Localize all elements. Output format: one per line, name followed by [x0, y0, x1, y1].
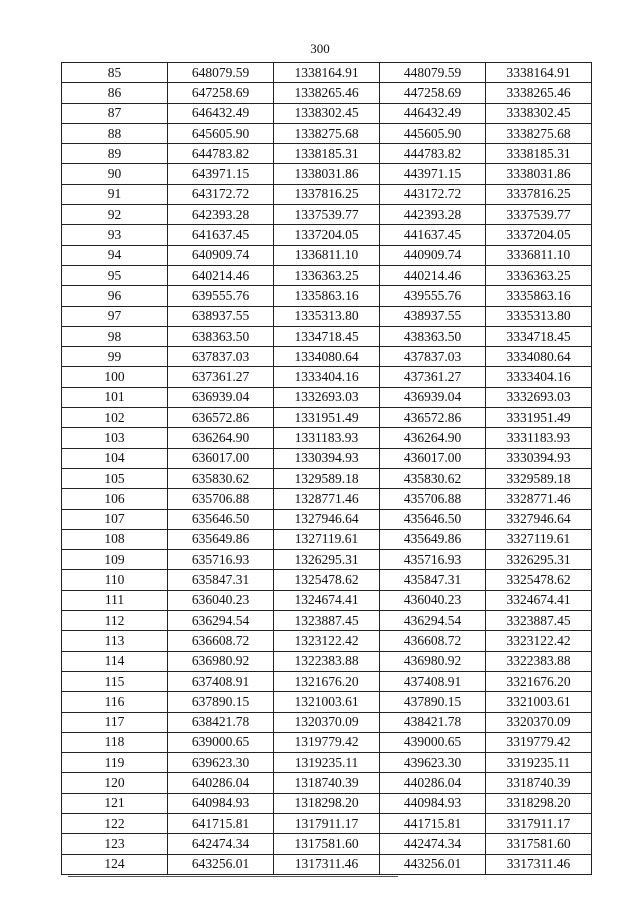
coordinate-cell: 3326295.31: [486, 550, 592, 570]
point-number-cell: 104: [62, 448, 168, 468]
coordinate-cell: 3319235.11: [486, 753, 592, 773]
coordinate-cell: 3336363.25: [486, 265, 592, 285]
point-number-cell: 112: [62, 611, 168, 631]
table-row: [62, 225, 592, 245]
point-number-cell: 98: [62, 326, 168, 346]
coordinate-cell: 442393.28: [380, 205, 486, 225]
point-number-cell: 92: [62, 205, 168, 225]
coordinate-cell: 645605.90: [168, 123, 274, 143]
coordinate-cell: 443256.01: [380, 854, 486, 874]
coordinate-cell: 1327119.61: [274, 529, 380, 549]
coordinate-cell: 640214.46: [168, 265, 274, 285]
coordinate-cell: 1322383.88: [274, 651, 380, 671]
table-row: [62, 265, 592, 285]
table-row: [62, 692, 592, 712]
coordinate-cell: 3323122.42: [486, 631, 592, 651]
coordinate-cell: 438937.55: [380, 306, 486, 326]
table-row: [62, 651, 592, 671]
coordinate-cell: 1336811.10: [274, 245, 380, 265]
point-number-cell: 114: [62, 651, 168, 671]
table-row: [62, 773, 592, 793]
coordinate-cell: 436980.92: [380, 651, 486, 671]
coordinate-cell: 1325478.62: [274, 570, 380, 590]
table-row: [62, 205, 592, 225]
coordinate-cell: 1332693.03: [274, 387, 380, 407]
coordinate-cell: 441715.81: [380, 813, 486, 833]
table-row: [62, 550, 592, 570]
table-row: [62, 753, 592, 773]
coordinate-cell: 3319779.42: [486, 732, 592, 752]
coordinate-cell: 637408.91: [168, 671, 274, 691]
coordinate-cell: 435847.31: [380, 570, 486, 590]
point-number-cell: 90: [62, 164, 168, 184]
coordinate-cell: 443971.15: [380, 164, 486, 184]
table-row: [62, 347, 592, 367]
coordinate-cell: 439555.76: [380, 286, 486, 306]
coordinate-cell: 1335313.80: [274, 306, 380, 326]
coordinate-cell: 638363.50: [168, 326, 274, 346]
coordinate-cell: 3327119.61: [486, 529, 592, 549]
table-row: [62, 245, 592, 265]
coordinate-cell: 641715.81: [168, 813, 274, 833]
table-row: [62, 144, 592, 164]
table-row: [62, 387, 592, 407]
coordinate-cell: 446432.49: [380, 103, 486, 123]
point-number-cell: 113: [62, 631, 168, 651]
coordinate-cell: 3321676.20: [486, 671, 592, 691]
coordinate-cell: 3317581.60: [486, 834, 592, 854]
coordinate-cell: 438363.50: [380, 326, 486, 346]
coordinate-cell: 442474.34: [380, 834, 486, 854]
coordinate-cell: 3338164.91: [486, 63, 592, 83]
coordinate-cell: 436040.23: [380, 590, 486, 610]
coordinate-cell: 437890.15: [380, 692, 486, 712]
coordinate-cell: 3338265.46: [486, 83, 592, 103]
point-number-cell: 87: [62, 103, 168, 123]
point-number-cell: 115: [62, 671, 168, 691]
point-number-cell: 96: [62, 286, 168, 306]
coordinate-cell: 635646.50: [168, 509, 274, 529]
coordinate-cell: 1334080.64: [274, 347, 380, 367]
coordinate-cell: 444783.82: [380, 144, 486, 164]
table-row: [62, 813, 592, 833]
point-number-cell: 119: [62, 753, 168, 773]
coordinate-cell: 3327946.64: [486, 509, 592, 529]
coordinate-cell: 1327946.64: [274, 509, 380, 529]
point-number-cell: 105: [62, 468, 168, 488]
coordinate-table-body: [62, 63, 592, 875]
coordinate-cell: 445605.90: [380, 123, 486, 143]
coordinate-cell: 1331951.49: [274, 408, 380, 428]
coordinate-cell: 637361.27: [168, 367, 274, 387]
coordinate-cell: 3333404.16: [486, 367, 592, 387]
coordinate-cell: 436264.90: [380, 428, 486, 448]
coordinate-cell: 3317911.17: [486, 813, 592, 833]
coordinate-cell: 1338265.46: [274, 83, 380, 103]
coordinate-cell: 635706.88: [168, 489, 274, 509]
coordinate-cell: 636264.90: [168, 428, 274, 448]
coordinate-cell: 1319235.11: [274, 753, 380, 773]
table-row: [62, 408, 592, 428]
coordinate-cell: 1329589.18: [274, 468, 380, 488]
coordinate-cell: 639623.30: [168, 753, 274, 773]
table-row: [62, 489, 592, 509]
point-number-cell: 111: [62, 590, 168, 610]
coordinate-cell: 3331951.49: [486, 408, 592, 428]
point-number-cell: 101: [62, 387, 168, 407]
table-row: [62, 671, 592, 691]
coordinate-cell: 639000.65: [168, 732, 274, 752]
coordinate-cell: 646432.49: [168, 103, 274, 123]
coordinate-cell: 635830.62: [168, 468, 274, 488]
coordinate-cell: 641637.45: [168, 225, 274, 245]
table-row: [62, 611, 592, 631]
coordinate-cell: 1318298.20: [274, 793, 380, 813]
coordinate-cell: 436294.54: [380, 611, 486, 631]
coordinate-cell: 1338031.86: [274, 164, 380, 184]
coordinate-cell: 3335313.80: [486, 306, 592, 326]
footer-rule: [68, 876, 398, 877]
point-number-cell: 99: [62, 347, 168, 367]
coordinate-cell: 436017.00: [380, 448, 486, 468]
table-row: [62, 286, 592, 306]
point-number-cell: 122: [62, 813, 168, 833]
point-number-cell: 121: [62, 793, 168, 813]
coordinate-cell: 1320370.09: [274, 712, 380, 732]
coordinate-cell: 1321003.61: [274, 692, 380, 712]
coordinate-cell: 439000.65: [380, 732, 486, 752]
coordinate-cell: 3322383.88: [486, 651, 592, 671]
table-row: [62, 834, 592, 854]
coordinate-cell: 1317911.17: [274, 813, 380, 833]
coordinate-cell: 3338185.31: [486, 144, 592, 164]
coordinate-cell: 1338302.45: [274, 103, 380, 123]
coordinate-cell: 3336811.10: [486, 245, 592, 265]
coordinate-cell: 1337816.25: [274, 184, 380, 204]
coordinate-cell: 440984.93: [380, 793, 486, 813]
coordinate-cell: 3331183.93: [486, 428, 592, 448]
coordinate-cell: 3338302.45: [486, 103, 592, 123]
coordinate-cell: 637890.15: [168, 692, 274, 712]
coordinate-cell: 3328771.46: [486, 489, 592, 509]
point-number-cell: 110: [62, 570, 168, 590]
coordinate-cell: 3318740.39: [486, 773, 592, 793]
table-row: [62, 63, 592, 83]
coordinate-cell: 437408.91: [380, 671, 486, 691]
coordinate-cell: 437361.27: [380, 367, 486, 387]
coordinate-cell: 636572.86: [168, 408, 274, 428]
coordinate-cell: 635649.86: [168, 529, 274, 549]
coordinate-cell: 440214.46: [380, 265, 486, 285]
coordinate-cell: 1335863.16: [274, 286, 380, 306]
coordinate-cell: 3337204.05: [486, 225, 592, 245]
coordinate-cell: 3338275.68: [486, 123, 592, 143]
coordinate-cell: 638421.78: [168, 712, 274, 732]
coordinate-cell: 3323887.45: [486, 611, 592, 631]
coordinate-cell: 638937.55: [168, 306, 274, 326]
table-row: [62, 732, 592, 752]
coordinate-cell: 1337539.77: [274, 205, 380, 225]
point-number-cell: 85: [62, 63, 168, 83]
table-row: [62, 631, 592, 651]
coordinate-cell: 1317581.60: [274, 834, 380, 854]
coordinate-cell: 636040.23: [168, 590, 274, 610]
coordinate-cell: 3337539.77: [486, 205, 592, 225]
coordinate-cell: 643172.72: [168, 184, 274, 204]
coordinate-cell: 639555.76: [168, 286, 274, 306]
coordinate-cell: 439623.30: [380, 753, 486, 773]
point-number-cell: 89: [62, 144, 168, 164]
table-row: [62, 184, 592, 204]
coordinate-cell: 1319779.42: [274, 732, 380, 752]
coordinate-cell: 647258.69: [168, 83, 274, 103]
coordinate-cell: 640984.93: [168, 793, 274, 813]
table-row: [62, 509, 592, 529]
coordinate-cell: 636939.04: [168, 387, 274, 407]
coordinate-cell: 3320370.09: [486, 712, 592, 732]
coordinate-cell: 1333404.16: [274, 367, 380, 387]
coordinate-cell: 637837.03: [168, 347, 274, 367]
table-row: [62, 448, 592, 468]
coordinate-cell: 636608.72: [168, 631, 274, 651]
coordinate-cell: 3337816.25: [486, 184, 592, 204]
coordinate-cell: 1334718.45: [274, 326, 380, 346]
coordinate-cell: 435649.86: [380, 529, 486, 549]
table-row: [62, 590, 592, 610]
coordinate-cell: 3325478.62: [486, 570, 592, 590]
coordinate-cell: 3334080.64: [486, 347, 592, 367]
coordinate-cell: 1338185.31: [274, 144, 380, 164]
coordinate-cell: 644783.82: [168, 144, 274, 164]
table-row: [62, 123, 592, 143]
coordinate-cell: 448079.59: [380, 63, 486, 83]
coordinate-cell: 636294.54: [168, 611, 274, 631]
coordinate-cell: 1317311.46: [274, 854, 380, 874]
coordinate-cell: 441637.45: [380, 225, 486, 245]
point-number-cell: 94: [62, 245, 168, 265]
coordinate-cell: 640286.04: [168, 773, 274, 793]
table-row: [62, 164, 592, 184]
point-number-cell: 117: [62, 712, 168, 732]
point-number-cell: 109: [62, 550, 168, 570]
coordinate-cell: 1326295.31: [274, 550, 380, 570]
point-number-cell: 118: [62, 732, 168, 752]
coordinate-cell: 1337204.05: [274, 225, 380, 245]
coordinate-cell: 1336363.25: [274, 265, 380, 285]
coordinate-cell: 1324674.41: [274, 590, 380, 610]
point-number-cell: 123: [62, 834, 168, 854]
coordinate-cell: 438421.78: [380, 712, 486, 732]
coordinate-cell: 436572.86: [380, 408, 486, 428]
point-number-cell: 107: [62, 509, 168, 529]
table-row: [62, 326, 592, 346]
point-number-cell: 95: [62, 265, 168, 285]
table-row: [62, 793, 592, 813]
coordinate-cell: 643971.15: [168, 164, 274, 184]
coordinate-cell: 3329589.18: [486, 468, 592, 488]
coordinate-cell: 3317311.46: [486, 854, 592, 874]
coordinate-cell: 1328771.46: [274, 489, 380, 509]
coordinate-cell: 635847.31: [168, 570, 274, 590]
coordinate-cell: 436939.04: [380, 387, 486, 407]
coordinate-cell: 435830.62: [380, 468, 486, 488]
table-row: [62, 529, 592, 549]
point-number-cell: 93: [62, 225, 168, 245]
coordinate-cell: 635716.93: [168, 550, 274, 570]
point-number-cell: 88: [62, 123, 168, 143]
coordinate-cell: 436608.72: [380, 631, 486, 651]
point-number-cell: 108: [62, 529, 168, 549]
coordinate-cell: 1321676.20: [274, 671, 380, 691]
point-number-cell: 86: [62, 83, 168, 103]
coordinate-table: [61, 62, 592, 875]
table-row: [62, 712, 592, 732]
coordinate-cell: 1323887.45: [274, 611, 380, 631]
coordinate-cell: 443172.72: [380, 184, 486, 204]
coordinate-cell: 3334718.45: [486, 326, 592, 346]
table-row: [62, 854, 592, 874]
coordinate-cell: 1331183.93: [274, 428, 380, 448]
table-row: [62, 367, 592, 387]
coordinate-cell: 3321003.61: [486, 692, 592, 712]
table-row: [62, 468, 592, 488]
coordinate-cell: 440909.74: [380, 245, 486, 265]
coordinate-cell: 440286.04: [380, 773, 486, 793]
coordinate-cell: 3324674.41: [486, 590, 592, 610]
coordinate-cell: 435706.88: [380, 489, 486, 509]
coordinate-cell: 435646.50: [380, 509, 486, 529]
coordinate-cell: 435716.93: [380, 550, 486, 570]
point-number-cell: 100: [62, 367, 168, 387]
coordinate-cell: 1323122.42: [274, 631, 380, 651]
coordinate-cell: 636980.92: [168, 651, 274, 671]
table-row: [62, 103, 592, 123]
coordinate-cell: 648079.59: [168, 63, 274, 83]
coordinate-cell: 640909.74: [168, 245, 274, 265]
point-number-cell: 116: [62, 692, 168, 712]
point-number-cell: 102: [62, 408, 168, 428]
table-row: [62, 428, 592, 448]
point-number-cell: 124: [62, 854, 168, 874]
table-row: [62, 570, 592, 590]
coordinate-cell: 3330394.93: [486, 448, 592, 468]
coordinate-cell: 643256.01: [168, 854, 274, 874]
coordinate-cell: 3318298.20: [486, 793, 592, 813]
coordinate-cell: 3338031.86: [486, 164, 592, 184]
coordinate-cell: 642474.34: [168, 834, 274, 854]
point-number-cell: 120: [62, 773, 168, 793]
coordinate-cell: 447258.69: [380, 83, 486, 103]
coordinate-cell: 642393.28: [168, 205, 274, 225]
point-number-cell: 97: [62, 306, 168, 326]
table-row: [62, 83, 592, 103]
coordinate-cell: 1338275.68: [274, 123, 380, 143]
point-number-cell: 106: [62, 489, 168, 509]
coordinate-cell: 636017.00: [168, 448, 274, 468]
coordinate-cell: 1330394.93: [274, 448, 380, 468]
coordinate-cell: 437837.03: [380, 347, 486, 367]
coordinate-cell: 1338164.91: [274, 63, 380, 83]
point-number-cell: 91: [62, 184, 168, 204]
table-row: [62, 306, 592, 326]
coordinate-cell: 3335863.16: [486, 286, 592, 306]
coordinate-cell: 3332693.03: [486, 387, 592, 407]
coordinate-cell: 1318740.39: [274, 773, 380, 793]
page-number: 300: [310, 41, 330, 56]
point-number-cell: 103: [62, 428, 168, 448]
